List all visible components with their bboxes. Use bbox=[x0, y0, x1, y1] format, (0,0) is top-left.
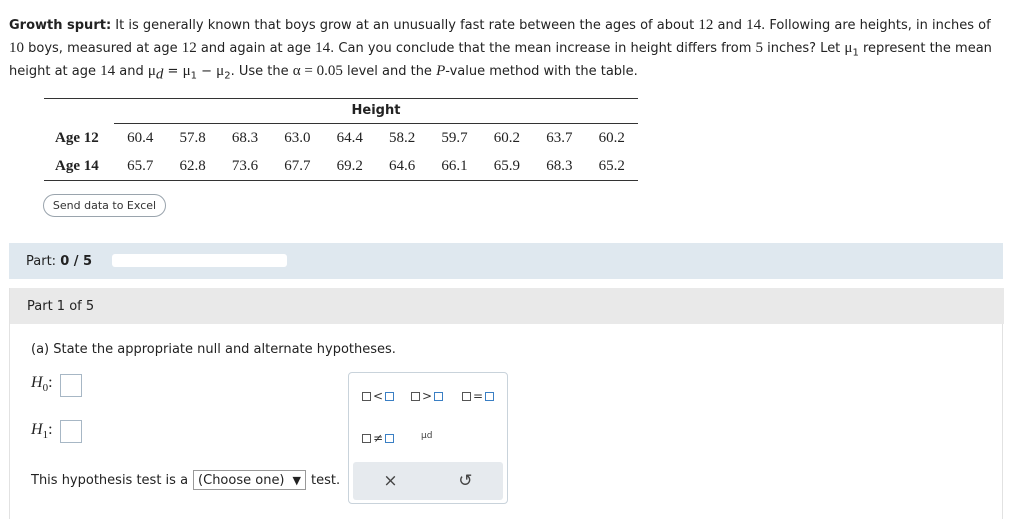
test-type-select[interactable]: (Choose one) ▼ bbox=[193, 470, 306, 490]
greater-than-button[interactable]: > bbox=[411, 389, 443, 403]
less-than-button[interactable]: < bbox=[362, 389, 394, 403]
test-type-line: This hypothesis test is a (Choose one) ▼ test. bbox=[31, 470, 340, 490]
table-cell: 64.4 bbox=[336, 129, 363, 146]
table-row bbox=[44, 152, 638, 180]
table-cell: 65.2 bbox=[598, 157, 625, 174]
table-cell: 65.7 bbox=[127, 157, 154, 174]
table-cell: 60.2 bbox=[598, 129, 625, 146]
table-row bbox=[44, 124, 638, 152]
row-label: Age 14 bbox=[55, 157, 99, 174]
table-cell: 69.2 bbox=[336, 157, 363, 174]
table-header: Height bbox=[351, 103, 401, 118]
undo-icon: ↺ bbox=[458, 471, 473, 491]
clear-button[interactable] bbox=[353, 462, 428, 500]
part-progress-bar bbox=[9, 243, 1003, 279]
progress-track bbox=[112, 254, 287, 267]
data-table bbox=[44, 124, 638, 180]
table-cell: 59.7 bbox=[441, 129, 468, 146]
table-cell: 66.1 bbox=[441, 157, 468, 174]
table-cell: 63.7 bbox=[546, 129, 573, 146]
h1-label: $H_1$: bbox=[31, 421, 53, 442]
send-to-excel-button[interactable]: Send data to Excel bbox=[43, 194, 166, 217]
table-cell: 68.3 bbox=[546, 157, 573, 174]
mu-d-button[interactable]: μd bbox=[421, 431, 433, 441]
table-cell: 62.8 bbox=[179, 157, 206, 174]
table-cell: 73.6 bbox=[231, 157, 259, 174]
close-icon: × bbox=[383, 471, 398, 491]
h0-answer-box[interactable] bbox=[60, 374, 82, 397]
equals-button[interactable]: = bbox=[462, 389, 494, 403]
table-cell: 65.9 bbox=[493, 157, 521, 174]
table-cell: 60.4 bbox=[127, 129, 154, 146]
question-text: (a) State the appropriate null and alternate hypotheses. bbox=[31, 342, 396, 357]
h0-label: $H_0$: bbox=[31, 374, 53, 395]
part-panel bbox=[9, 288, 1003, 519]
problem-statement: Growth spurt: It is generally known that boys grow at an unusually fast rate between the ages of about 12 and 14. Following are heights, in inches of 10 boys, measured at age 12 and again at age 14. Can you conclude that the mean increase in height differs from 5 inches? Let $\mu_1$ represent the mean height at age 14 and $\mu_d = \mu_1 - \mu_2$. Use the α = 0.05 level and the P-value method with the table. bbox=[9, 17, 992, 83]
height-table bbox=[44, 98, 638, 181]
part-header: Part 1 of 5 bbox=[10, 288, 1004, 324]
part-progress-label: Part: 0 / 5 bbox=[26, 254, 93, 269]
math-palette bbox=[348, 372, 508, 504]
dropdown-arrow-icon: ▼ bbox=[292, 473, 301, 487]
table-cell: 68.3 bbox=[231, 129, 259, 146]
undo-button[interactable] bbox=[428, 462, 503, 500]
palette-footer bbox=[353, 462, 503, 500]
table-cell: 58.2 bbox=[389, 129, 416, 146]
not-equal-button[interactable]: ≠ bbox=[362, 431, 394, 445]
table-cell: 60.2 bbox=[493, 129, 521, 146]
h1-answer-box[interactable] bbox=[60, 420, 82, 443]
problem-lead: Growth spurt: bbox=[9, 18, 112, 33]
table-cell: 63.0 bbox=[284, 129, 311, 146]
table-cell: 67.7 bbox=[284, 157, 311, 174]
table-cell: 57.8 bbox=[179, 129, 206, 146]
row-label: Age 12 bbox=[55, 129, 99, 146]
table-cell: 64.6 bbox=[389, 157, 416, 174]
